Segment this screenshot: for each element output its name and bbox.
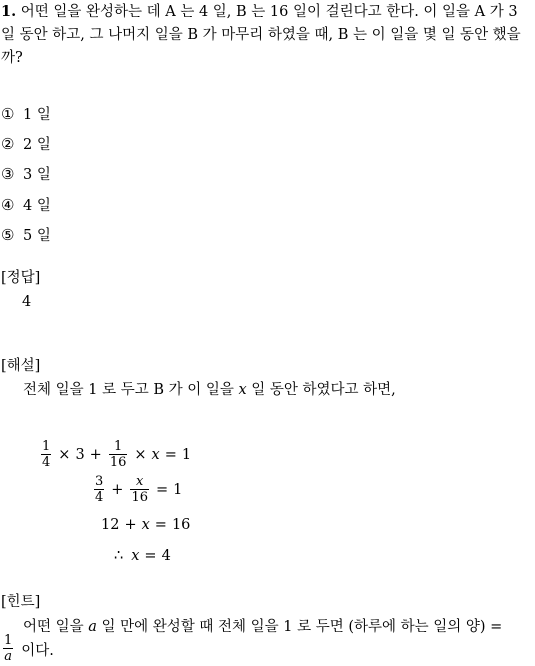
choice-text: 4 일 — [23, 198, 51, 214]
fraction: $\frac{1}{a}$ — [4, 633, 13, 664]
choice-text: 2 일 — [23, 137, 51, 153]
equation-3: 12 + x = 16 — [101, 517, 191, 533]
choice-text: 5 일 — [23, 228, 51, 244]
choice-marker: ⑤ — [1, 226, 15, 244]
explanation-text-b: 일 동안 하였다고 하면, — [251, 382, 396, 398]
question — [1, 0, 533, 70]
fraction: $\frac{1}{4}$ — [42, 439, 51, 470]
variable-x: x — [238, 382, 247, 398]
choice-marker: ④ — [1, 196, 15, 214]
choice-marker: ② — [1, 135, 15, 153]
hint-text: 어떤 일을 a 일 만에 완성할 때 전체 일을 1 로 두면 (하루에 하는 일의 양) = — [23, 619, 503, 635]
explanation-text-a: 전체 일을 1 로 두고 B 가 이 일을 — [23, 382, 234, 398]
equation-4: ∴ x = 4 — [114, 548, 171, 564]
fraction: $\frac{3}{4}$ — [95, 474, 104, 505]
choice-2[interactable] — [1, 134, 51, 155]
variable-a: a — [88, 619, 97, 635]
hint-fraction-line: $\frac{1}{a}$ 이다. — [4, 633, 54, 664]
choice-5[interactable] — [1, 225, 51, 246]
answer-label: [정답] — [1, 270, 41, 286]
question-number: 1. — [1, 3, 17, 20]
answer-value: 4 — [22, 294, 32, 310]
choice-1[interactable] — [1, 104, 51, 125]
hint-label: [힌트] — [1, 594, 41, 610]
question-text: 어떤 일을 완성하는 데 A 는 4 일, B 는 16 일이 걸린다고 한다. 이 일을 A 가 3 일 동안 하고, 그 나머지 일을 B 가 마무리 하였을 때, B 는 이 일을 몇 일 동안 했을까? — [1, 4, 521, 66]
fraction: $\frac{x}{16}$ — [131, 474, 148, 505]
choice-3[interactable] — [1, 164, 51, 185]
equation-1: $\frac{1}{4}$ × 3 + $\frac{1}{16}$ × x = 1 — [42, 439, 192, 470]
choice-4[interactable] — [1, 195, 51, 216]
explanation-label: [해설] — [1, 358, 41, 374]
fraction: $\frac{1}{16}$ — [109, 439, 127, 470]
equation-2: $\frac{3}{4}$ + $\frac{x}{16}$ = 1 — [95, 474, 183, 505]
choice-marker: ① — [1, 105, 15, 123]
explanation-text — [23, 380, 396, 400]
choice-marker: ③ — [1, 165, 15, 183]
choice-text: 3 일 — [23, 167, 51, 183]
choice-text: 1 일 — [23, 107, 51, 123]
